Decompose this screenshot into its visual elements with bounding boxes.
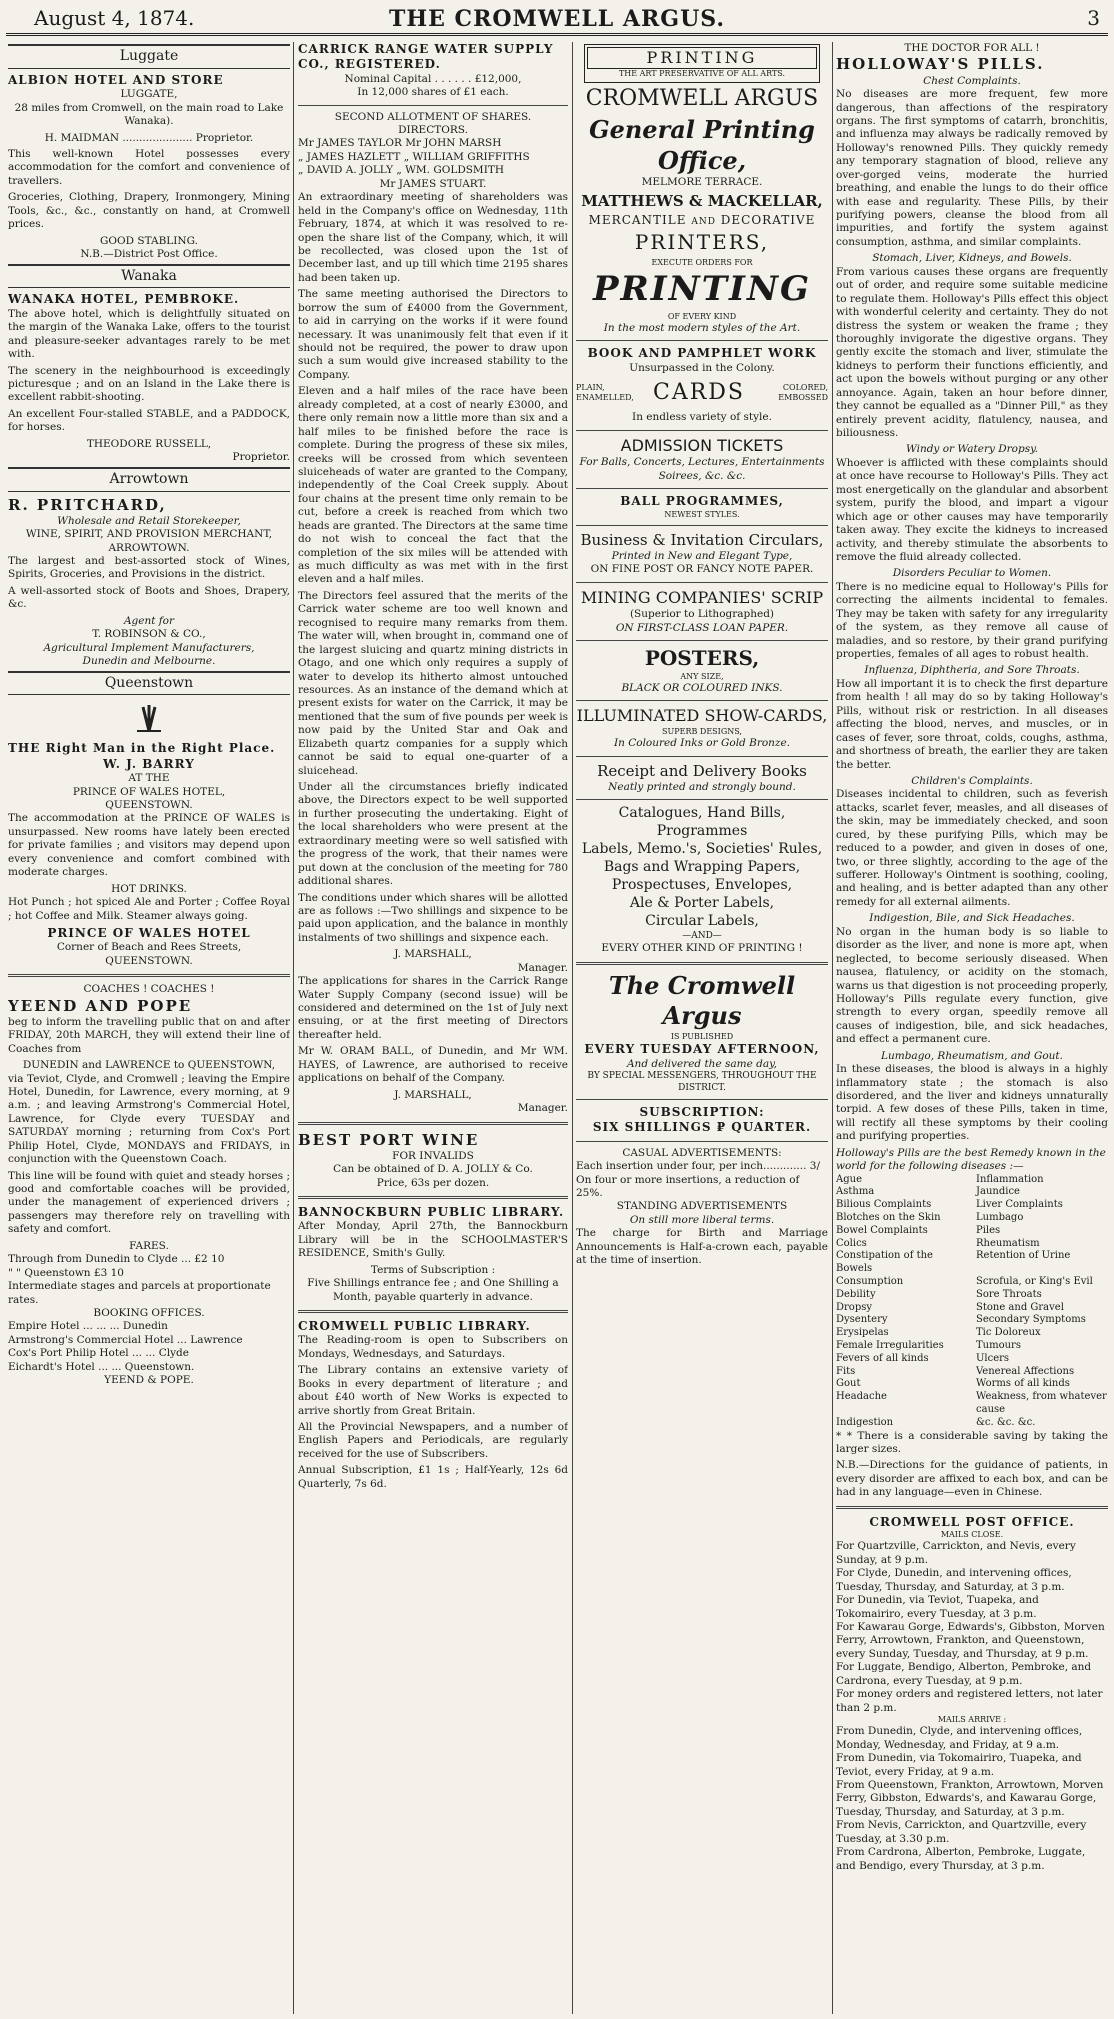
disease-item: Erysipelas <box>836 1327 889 1339</box>
column-1 <box>8 42 290 2014</box>
disease-item: Ulcers <box>976 1352 1010 1364</box>
disease-item: &c. &c. &c. <box>976 1416 1036 1428</box>
ad-coaches: COACHES ! COACHES ! YEEND AND POPE beg to inform the travelling public that on and after FRIDAY, 20th MARCH, they will extend their line of Coaches from DUNEDIN and LAWRENCE to QUEENSTOWN, via Teviot, Clyde, and Cromwell ; leaving the Empire Hotel, Dunedin, for Lawrence, every morning, at 9 a.m. ; and leaving Armstrong's Commercial Hotel, Lawrence, for Clyde every TUESDAY and SATURDAY morning ; returning from Cox's Port Philip Hotel, Clyde, MONDAYS and FRIDAYS, in conjunction with the Queenstown Coach. This line will be found with quiet and steady horses ; good and comfortable coaches will be provided, under the management of experienced drivers ; passengers may therefore rely on travelling with safety and comfort. FARES. Through from Dunedin to Clyde ... £2 10 " " Queenstown £3 10 Intermediate stages and parcels at proportionate rates. BOOKING OFFICES. Empire Hotel ... ... ... Dunedin Armstrong's Commercial Hotel ... Lawrence Cox's Port Philip Hotel ... ... Clyde Eichardt's Hotel ... ... Queenstown. YEEND & POPE. <box>8 983 290 1387</box>
disease-item: Retention of Urine <box>976 1250 1071 1262</box>
disease-item: Asthma <box>836 1186 875 1198</box>
disease-item: Headache <box>836 1391 887 1403</box>
disease-item: Weakness, from whatever cause <box>976 1391 1107 1415</box>
ad-carrick-water: CARRICK RANGE WATER SUPPLY CO., REGISTERED. Nominal Capital . . . . . . £12,000, In 12,000 shares of £1 each. SECOND ALLOTMENT OF SHARES. DIRECTORS. Mr JAMES TAYLOR Mr JOHN MARSH „ JAMES HAZLETT „ WILLIAM GRIFFITHS „ DAVID A. JOLLY „ WM. GOLDSMITH Mr JAMES STUART. An extraordinary meeting of shareholders was held in the Company's office on Wednesday, 11th February, 1874, at which it was resolved to re-open the share list of the Company, which, it will be recollected, was closed upon the 1st of December last, and up till which time 2195 shares had been taken up. The same meeting authorised the Directors to borrow the sum of £4000 from the Government, to aid in carrying on the works if it were found necessary. It was unanimously felt that even if it should not be required, the power to draw upon such a sum would give increased stability to the Company. Eleven and a half miles of the race have been already completed, at a cost of nearly £3000, and there only remain now a little more than six and a half miles to be finished before the race is complete. During the progress of these six miles, creeks will be crossed from which seventeen sluiceheads of water are granted to the Company, independently of the Coal Creek supply. About four chains at the present time only remain to be cut, before a creek is reached from which two heads are granted. The Directors at the same time do not wish to conceal the fact that the completion of the six miles will be attended with as much difficulty as was met with in the first eleven and a half miles. The Directors feel assured that the merits of the Carrick water scheme are too well known and recognised to require many remarks from them. The water will, when brought in, command one of the largest sluicing and quartz mining districts in Otago, and one which only requires a supply of water to develop its hitherto almost untouched resources. As an instance of the demand which at present exists for water on the Carrick, it may be mentioned that the sum of five pounds per week is now paid by the United Star and Oak and Elizabeth quartz companies for a supply which cannot be said to equal one-quarter of a sluicehead. Under all the circumstances briefly indicated above, the Directors expect to be well supported in further prosecuting the undertaking. Eight of the local shareholders who were present at the extraordinary meeting were so well satisfied with the progress of the work, that their names were put down at the conclusion of the meeting for 780 additional shares. The conditions under which shares will be allotted are as follows :—Two shillings and sixpence to be paid upon application, and the balance in monthly instalments of two shillings and sixpence each. J. MARSHALL, Manager. The applications for shares in the Carrick Range Water Supply Company (second issue) will be considered and determined on the 1st of July next ensuing, or at the first meeting of Directors thereafter held. Mr W. ORAM BALL, of Dunedin, and Mr WM. HAYES, of Lawrence, are authorised to receive applications on behalf of the Company. J. MARSHALL, Manager. <box>298 42 568 1115</box>
newspaper-title: THE CROMWELL ARGUS. <box>388 6 726 32</box>
disease-item: Debility <box>836 1288 876 1300</box>
disease-item: Fevers of all kinds <box>836 1352 929 1364</box>
disease-item: Stone and Gravel <box>976 1301 1064 1313</box>
disease-item: Secondary Symptoms <box>976 1314 1086 1326</box>
disease-item: Sore Throats <box>976 1288 1042 1300</box>
section-arrowtown: Arrowtown <box>8 467 290 492</box>
disease-item: Liver Complaints <box>976 1199 1063 1211</box>
disease-item: Jaundice <box>976 1186 1020 1198</box>
ad-albion-hotel: ALBION HOTEL AND STORE LUGGATE, 28 miles from Cromwell, on the main road to Lake Wanaka). H. MAIDMAN ..................... Proprietor. This well-known Hotel possesses every accommodation for the comfort and convenience of travellers. Groceries, Clothing, Drapery, Ironmongery, Mining Tools, &c., &c., constantly on hand, at Cromwell prices. GOOD STABLING. N.B.—District Post Office. <box>8 72 290 261</box>
column-2 <box>298 42 568 2014</box>
disease-item: Piles <box>976 1224 1001 1236</box>
ad-title: ALBION HOTEL AND STORE <box>8 72 224 87</box>
disease-item: Scrofula, or King's Evil <box>976 1276 1093 1287</box>
holloways-title: HOLLOWAY'S PILLS. <box>836 55 1045 74</box>
ad-cromwell-library: CROMWELL PUBLIC LIBRARY. The Reading-room is open to Subscribers on Mondays, Wednesdays, and Saturdays. The Library contains an extensive variety of Books in every department of literature ; and about £40 worth of New Works is expected to arrive shortly from Great Britain. All the Provincial Newspapers, and a number of English Papers and Periodicals, are regularly received for the use of Subscribers. Annual Subscription, £1 1s ; Half-Yearly, 12s 6d Quarterly, 7s 6d. <box>298 1319 568 1490</box>
column-3: PRINTING THE ART PRESERVATIVE OF ALL ARTS. CROMWELL ARGUS General Printing Office, MELMORE TERRACE. MATTHEWS & MACKELLAR, MERCANTILE AND DECORATIVE PRINTERS, EXECUTE ORDERS FOR PRINTING OF EVERY KIND In the most modern styles of the Art. BOOK AND PAMPHLET WORK Unsurpassed in the Colony. PLAIN, ENAMELLED, CARDS COLORED, EMBOSSED In endless variety of style. ADMISSION TICKETS For Balls, Concerts, Lectures, Entertainments Soirees, &c. &c. BALL PROGRAMMES, NEWEST STYLES. Business & Invitation Circulars, Printed in New and Elegant Type, ON FINE POST OR FANCY NOTE PAPER. MINING COMPANIES' SCRIP (Superior to Lithographed) ON FIRST-CLASS LOAN PAPER. POSTERS, ANY SIZE, BLACK OR COLOURED INKS. ILLUMINATED SHOW-CARDS, SUPERB DESIGNS, In Coloured Inks or Gold Bronze. Receipt and Delivery Books Neatly printed and strongly bound. Catalogues, Hand Bills, Programmes Labels, Memo.'s, Societies' Rules, Bags and Wrapping Papers, Prospectuses, Envelopes, Ale & Porter Labels, Circular Labels, —AND— EVERY OTHER KIND OF PRINTING ! The Cromwell Argus IS PUBLISHED EVERY TUESDAY AFTERNOON, And delivered the same day, BY SPECIAL MESSENGERS, THROUGHOUT THE DISTRICT. SUBSCRIPTION: SIX SHILLINGS ₽ QUARTER. CASUAL ADVERTISEMENTS: Each insertion under four, per inch............. 3/ On four or more insertions, a reduction of 25%. STANDING ADVERTISEMENTS On still more liberal terms. The charge for Birth and Marriage Announcements is Half-a-crown each, payable at the time of insertion. <box>576 42 828 2014</box>
disease-item: Venereal Affections <box>976 1365 1075 1377</box>
page-number: 3 <box>1087 6 1100 30</box>
section-luggate: Luggate <box>8 44 290 69</box>
disease-item: Dropsy <box>836 1301 873 1313</box>
disease-item: Consumption <box>836 1276 904 1287</box>
disease-item: Female Irregularities <box>836 1339 944 1351</box>
section-wanaka: Wanaka <box>8 264 290 289</box>
issue-date: August 4, 1874. <box>34 6 195 30</box>
post-office-title: CROMWELL POST OFFICE. <box>869 1514 1075 1529</box>
masthead <box>6 2 1108 36</box>
ad-pritchard: R. PRITCHARD, Wholesale and Retail Storekeeper, WINE, SPIRIT, AND PROVISION MERCHANT, ARROWTOWN. The largest and best-assorted stock of Wines, Spirits, Groceries, and Provisions in the district. A well-assorted stock of Boots and Shoes, Drapery, &c. Agent for T. ROBINSON & CO., Agricultural Implement Manufacturers, Dunedin and Melbourne. <box>8 495 290 668</box>
column-4: THE DOCTOR FOR ALL ! HOLLOWAY'S PILLS. Chest Complaints. No diseases are more frequent, few more dangerous, than affections of the respiratory organs. The first symptoms of catarrh, bronchitis, and influenza may always be radically removed by Holloway's renowned Pills. They quickly remedy any temporary stagnation of blood, relieve any over-gorged veins, moderate the hurried breathing, and enable the lungs to do their office with ease and regularity. These Pills, by their purifying powers, cleanse the blood from all impurities, and fortify the system against consumption, asthma, and similar complaints. Stomach, Liver, Kidneys, and Bowels. From various causes these organs are frequently out of order, and require some suitable medicine to regulate them. Holloway's Pills effect this object with wonderful celerity and certainty. They do not distress the system or weaken the frame ; they thoroughly invigorate the digestive organs. They gently excite the stomach and liver, stimulate the kidneys to perform their functions efficiently, and act upon the bowels without purging or any other annoyance. Again, taken an hour before dinner, they cannot be equalled as a "Dinner Pill," as they entirely prevent acidity, flatulency, nausea, and biliousness. Windy or Watery Dropsy. Whoever is afflicted with these complaints should at once have recourse to Holloway's Pills. They act most energetically on the glandular and absorbent system, purify the blood, and impart a vigour which age or other causes may have temporarily taken away. They excite the kidneys to increased activity, and thereby stimulate the absorbents to remove the fluid already collected. Disorders Peculiar to Women. There is no medicine equal to Holloway's Pills for correcting the ailments incidental to females. They may be taken with safety for any irregularity of the system, as they remove all cause of maladies, and so restore, by their grand purifying properties, females of all ages to robust health. Influenza, Diphtheria, and Sore Throats. How all important it is to check the first departure from health ! all may do so by taking Holloway's Pills, without risk or restriction. In all diseases affecting the blood, nerves, and muscles, or in cases of fever, sore throat, colds, coughs, asthma, and shortness of breath, the earlier they are taken the better. Children's Complaints. Diseases incidental to children, such as feverish attacks, scarlet fever, measles, and all diseases of the skin, may be immediately checked, and soon cured, by these purifying Pills, which may be reduced to a powder, and given in doses of one, two, or three slightly, according to the age of the sufferer. Holloway's Ointment is soothing, cooling, and healing, and is better adapted than any other remedy for all external ailments. Indigestion, Bile, and Sick Headaches. No organ in the human body is so liable to disorder as the liver, and none is more apt, when neglected, to become seriously diseased. When nausea, flatulency, or acidity on the stomach, warns us that digestion is not proceeding properly, Holloway's Pills regulate every function, give strength to every organ, speedily remove all causes of indigestion, bile, and sick headaches, and effect a permanent cure. Lumbago, Rheumatism, and Gout. In these diseases, the blood is always in a highly inflammatory state ; the stomach is also disordered, and the liver and kidneys unnaturally torpid. A few doses of these Pills, taken in time, will rectify all these symptoms by their cooling and purifying properties. Holloway's Pills are the best Remedy known in the world for the following diseases :— Ague Inflammation Asthma Jaundice Bilious Complaints Liver Complaints Blotches on the Skin Lumbago Bowel Complaints Piles Colics Rheumatism Constipation of the Bowels Retention of Urine Consumption Scrofula, or King's Evil Debility Sore Throats Dropsy Stone and Gravel Dysentery Secondary Symptoms Erysipelas Tic Doloreux Female Irregularities Tumours Fevers of all kinds Ulcers Fits Venereal Affections Gout Worms of all kinds Headache Weakness, from whatever cause Indigestion &c. &c. &c. * * There is a considerable saving by taking the larger sizes. N.B.—Directions for the guidance of patients, in every disorder are affixed to each box, and can be had in any language—even in Chinese. CROMWELL POST OFFICE. MAILS CLOSE. For Quartzville, Carrickton, and Nevis, every Sunday, at 9 p.m. For Clyde, Dunedin, and intervening offices, Tuesday, Thursday, and Saturday, at 3 p.m. For Dunedin, via Teviot, Tuapeka, and Tokomairiro, every Tuesday, at 3 p.m. For Kawarau Gorge, Edwards's, Gibbston, Morven Ferry, Arrowtown, Frankton, and Queenstown, every Sunday, Tuesday, and Thursday, at 9 p.m. For Luggate, Bendigo, Alberton, Pembroke, and Cardrona, every Tuesday, at 9 p.m. For money orders and registered letters, not later than 2 p.m. MAILS ARRIVE : From Dunedin, Clyde, and intervening offices, Monday, Wednesday, and Friday, at 9 a.m. From Dunedin, via Tokomairiro, Tuapeka, and Teviot, every Friday, at 9 a.m. From Queenstown, Frankton, Arrowtown, Morven Ferry, Gibbston, Edwards's, and Kawarau Gorge, Tuesday, Thursday, and Saturday, at 3 p.m. From Nevis, Carrickton, and Quartzville, every Tuesday, at 3.30 p.m. From Cardrona, Alberton, Pembroke, Luggate, and Bendigo, every Thursday, at 3 p.m. <box>836 42 1108 1872</box>
ad-wanaka-hotel: WANAKA HOTEL, PEMBROKE. The above hotel, which is delightfully situated on the margin of the Wanaka Lake, offers to the tourist and pleasure-seeker advantages rarely to be met with. The scenery in the neighbourhood is exceedingly picturesque ; and on an Island in the Lake there is excellent rabbit-shooting. An excellent Four-stalled STABLE, and a PADDOCK, for horses. THEODORE RUSSELL, Proprietor. <box>8 292 290 464</box>
disease-item: Lumbago <box>976 1212 1024 1224</box>
disease-item: Constipation of the Bowels <box>836 1250 933 1275</box>
disease-item: Tic Doloreux <box>976 1327 1041 1339</box>
printing-banner: PRINTING THE ART PRESERVATIVE OF ALL ARTS. <box>584 44 820 83</box>
disease-item: Tumours <box>976 1339 1021 1351</box>
disease-list <box>836 1174 1108 1430</box>
disease-item: Blotches on the Skin <box>836 1212 941 1224</box>
disease-item: Fits <box>836 1365 856 1377</box>
disease-item: Dysentery <box>836 1314 888 1326</box>
disease-item: Gout <box>836 1378 861 1390</box>
ad-bannockburn-library: BANNOCKBURN PUBLIC LIBRARY. After Monday, April 27th, the Bannockburn Library will be in the SCHOOLMASTER'S RESIDENCE, Smith's Gully. Terms of Subscription : Five Shillings entrance fee ; and One Shilling a Month, payable quarterly in advance. <box>298 1205 568 1303</box>
section-queenstown: Queenstown <box>8 671 290 696</box>
disease-item: Inflammation <box>976 1173 1044 1185</box>
feather-crest-icon <box>127 701 171 735</box>
disease-item: Worms of all kinds <box>976 1378 1070 1390</box>
disease-item: Ague <box>836 1173 862 1185</box>
disease-item: Colics <box>836 1237 867 1249</box>
disease-item: Indigestion <box>836 1416 894 1428</box>
ad-prince-of-wales: THE Right Man in the Right Place. W. J. BARRY AT THE PRINCE OF WALES HOTEL, QUEENSTOWN. The accommodation at the PRINCE OF WALES is unsurpassed. New rooms have lately been erected for private families ; and visitors may depend upon every convenience and comfort combined with moderate charges. HOT DRINKS. Hot Punch ; hot spiced Ale and Porter ; Coffee Royal ; hot Coffee and Milk. Steamer always going. PRINCE OF WALES HOTEL Corner of Beach and Rees Streets, QUEENSTOWN. <box>8 741 290 967</box>
disease-item: Bowel Complaints <box>836 1224 928 1236</box>
disease-item: Rheumatism <box>976 1237 1040 1249</box>
disease-item: Bilious Complaints <box>836 1199 932 1211</box>
ad-port-wine: BEST PORT WINE FOR INVALIDS Can be obtained of D. A. JOLLY & Co. Price, 63s per dozen. <box>298 1130 533 1189</box>
